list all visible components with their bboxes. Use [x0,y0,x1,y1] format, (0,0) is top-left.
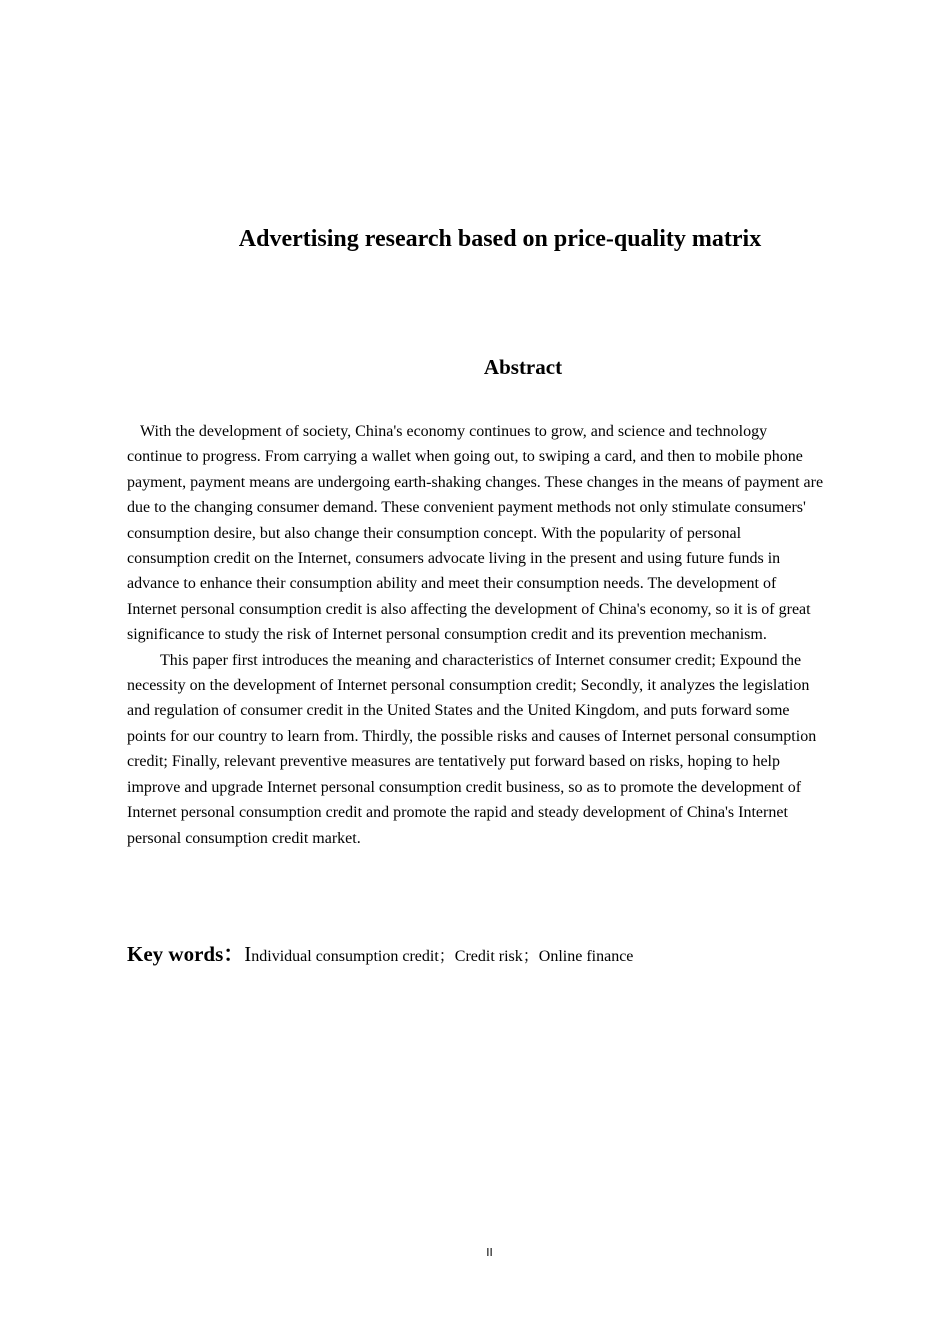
keywords-label: Key words： [127,942,245,966]
abstract-paragraph-2: This paper first introduces the meaning and characteristics of Internet consumer credit; Expound the necessity on the development of Internet personal consumption credit; Secondly, it analyzes the legislation and regulation of consumer credit in the United States and the United Kingdom, and puts forward some points for our country to learn from. Thirdly, the possible risks and causes of Internet personal consumption credit; Finally, relevant preventive measures are tentatively put forward based on risks, hoping to help improve and upgrade Internet personal consumption credit business, so as to promote the development of Internet personal consumption credit and promote the rapid and steady development of China's Internet personal consumption credit market. [127,651,817,847]
page-number: II [486,1246,493,1259]
abstract-heading: Abstract [483,355,563,379]
paper-title: Advertising research based on price-quality matrix [238,226,762,252]
keywords-list: ndividual consumption credit；Credit risk；Online finance [251,948,634,965]
keywords-first-letter: I [244,942,252,966]
keywords-line [127,938,633,968]
abstract-paragraph-1: With the development of society, China's economy continues to grow, and science and technology continue to progress. From carrying a wallet when going out, to swiping a card, and then to mobile phone payment, payment means are undergoing earth-shaking changes. These changes in the means of payment are due to the changing consumer demand. These convenient payment methods not only stimulate consumers' consumption desire, but also change their consumption concept. With the popularity of personal consumption credit on the Internet, consumers advocate living in the present and using future funds in advance to enhance their consumption ability and meet their consumption needs. The development of Internet personal consumption credit is also affecting the development of China's economy, so it is of great significance to study the risk of Internet personal consumption credit and its prevention mechanism. [127,423,824,644]
abstract-body [127,419,825,851]
